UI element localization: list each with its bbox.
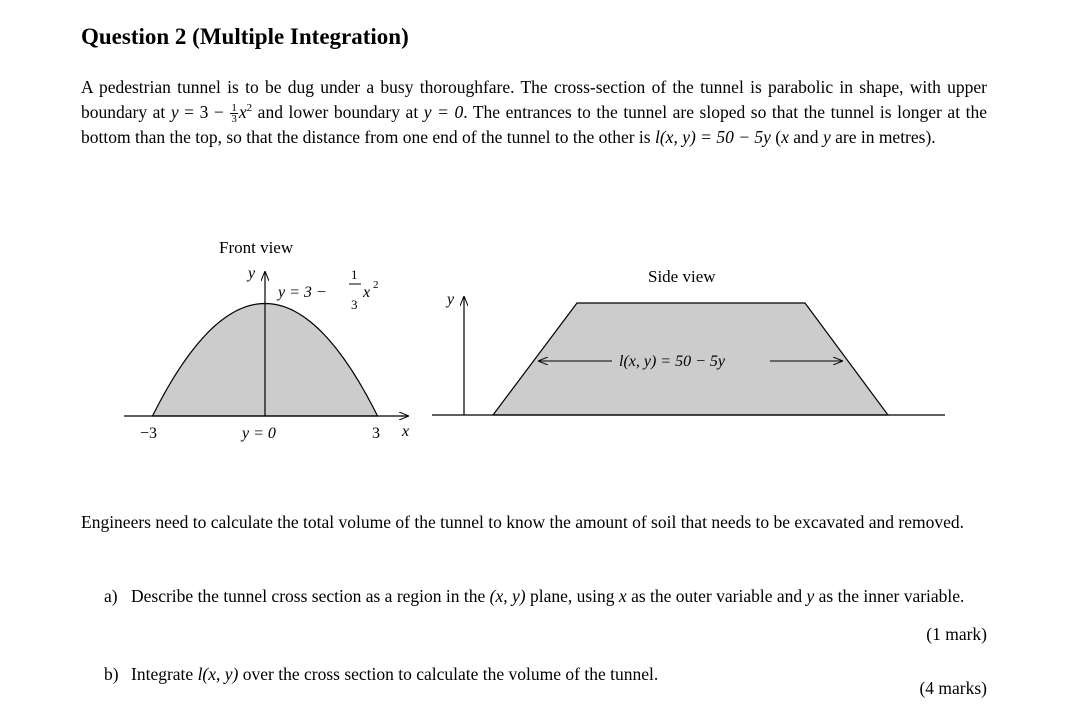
lower-eq: y = 0 xyxy=(423,102,464,122)
part-a-text-2: plane, using xyxy=(525,586,619,606)
part-a-text-4: as the inner variable. xyxy=(814,586,965,606)
length-eq: l(x, y) = 50 − 5y xyxy=(654,127,771,147)
curve-label-denominator: 3 xyxy=(351,297,358,312)
curve-label-numerator: 1 xyxy=(351,267,358,282)
front-x-axis-label: x xyxy=(402,423,410,440)
part-a-text xyxy=(131,584,987,609)
fraction-denominator: 3 xyxy=(231,113,237,126)
front-view-title: Front view xyxy=(219,238,294,257)
var-y: y xyxy=(822,127,831,147)
left-tick-label: −3 xyxy=(140,425,158,442)
curve-label-exponent: 2 xyxy=(373,279,379,291)
part-a-y: y xyxy=(806,586,815,606)
part-a-plane: (x, y) xyxy=(489,586,526,606)
upper-eq-exponent: 2 xyxy=(246,102,253,115)
var-x: x xyxy=(781,127,789,147)
upper-eq-x: x xyxy=(238,102,247,122)
fraction-numerator: 1 xyxy=(231,102,237,115)
intro-text-6: are in metres). xyxy=(830,127,936,147)
part-b-l: l(x, y) xyxy=(197,664,239,684)
intro-text-5: and xyxy=(788,127,823,147)
part-b xyxy=(104,662,987,687)
intro-text-4: ( xyxy=(770,127,782,147)
intro-text-1: A pedestrian tunnel is to be dug under a busy thoroughfare. The cross-section of the tunnel is parabolic in shape, with upper boundary at xyxy=(81,77,987,122)
part-b-marks: (4 marks) xyxy=(919,678,987,698)
question-title: Question 2 (Multiple Integration) xyxy=(81,24,409,49)
part-b-label: b) xyxy=(104,664,119,684)
part-a-marks: (1 mark) xyxy=(926,624,987,644)
upper-eq-mid: = 3 − xyxy=(178,102,230,122)
side-y-axis-label: y xyxy=(447,291,455,308)
part-a-label: a) xyxy=(104,586,118,606)
part-b-text xyxy=(131,662,987,687)
right-tick-label: 3 xyxy=(372,425,380,442)
length-label: l(x, y) = 50 − 5y xyxy=(619,353,725,370)
curve-label-x: x xyxy=(363,284,371,301)
side-view-title: Side view xyxy=(648,267,716,286)
intro-text-2: and lower boundary at xyxy=(252,102,424,122)
intro-text-3: . The entrances to the tunnel are sloped so that the tunnel is longer at the bottom than the top, so that the distance from one end of the tunnel to the other is xyxy=(81,102,987,147)
part-a-text-3: as the outer variable and xyxy=(626,586,807,606)
part-a-x: x xyxy=(618,586,627,606)
part-b-text-2: over the cross section to calculate the volume of the tunnel. xyxy=(238,664,659,684)
part-a-text-1: Describe the tunnel cross section as a region in the xyxy=(131,586,490,606)
curve-label-lhs: y = 3 − xyxy=(278,284,327,301)
upper-eq-y: y xyxy=(170,102,179,122)
part-b-text-1: Integrate xyxy=(131,664,198,684)
followup-paragraph: Engineers need to calculate the total volume of the tunnel to know the amount of soil that needs to be excavated and removed. xyxy=(81,512,964,532)
part-a xyxy=(104,584,987,609)
baseline-label: y = 0 xyxy=(242,425,276,442)
front-y-axis-label: y xyxy=(248,265,256,282)
